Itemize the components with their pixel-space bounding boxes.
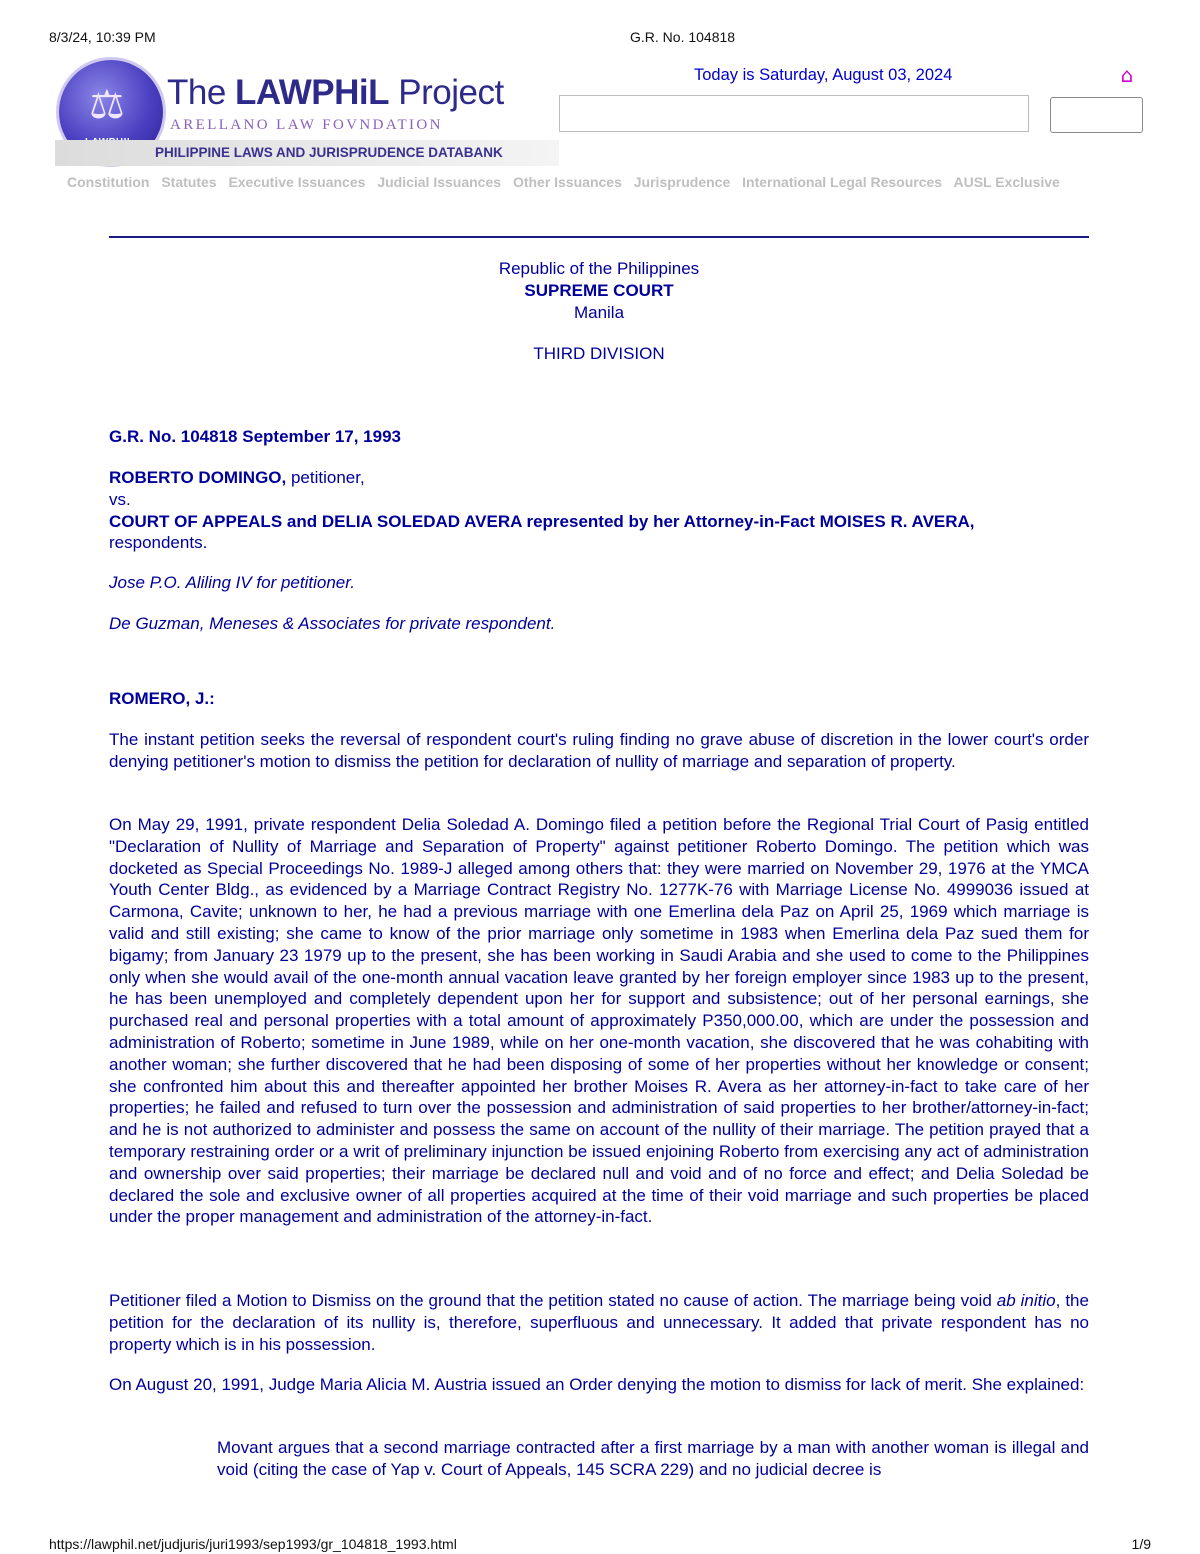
paragraph-text: On May 29, 1991, private respondent Delia Soledad A. Domingo filed a petition before the Regional Trial Court of Pasig entitled "Declaration of Nullity of Marriage and Separation of Property" against petitioner Roberto Domingo. The petition which was docketed as Special Proceedings No. 1989-J alleged among others that: they were married on November 29, 1976 at the YMCA Youth Center Bldg., as evidenced by a Marriage Contract Registry No. 1277K-76 with Marriage License No. 4999036 issued at Carmona, Cavite; unknown to her, he had a previous marriage with one Emerlina dela Paz on April 25, 1969 which marriage is valid and still existing; she came to know of the prior marriage only sometime in 1983 when Emerlina dela Paz sued them for bigamy; from January 23 1979 up to the present, she has been working in Saudi Arabia and she used to come to the Philippines only when she would avail of the one-month annual vacation leave granted by her foreign employer since 1983 up to the present, he has been unemployed and completely dependent upon her for support and subsistence; out of her personal earnings, she purchased real and personal properties with a total amount of approximately P350,000.00, which are under the possession and administration of Roberto; sometime in June 1989, while on her one-month vacation, she discovered that he was cohabiting with another woman; she further discovered that he had been disposing of some of her properties without her knowledge or consent; she confronted him about this and thereafter appointed her brother Moises R. Avera as her attorney-in-fact to take care of her properties; he failed and refused to turn over the possession and administration of said properties to her brother/attorney-in-fact; and he is not authorized to administer and possess the same on account of the nullity of their marriage. The petition prayed that a temporary restraining order or a writ of preliminary injunction be issued enjoining Roberto from exercising any act of administration and ownership over said properties; their marriage be declared null and void and of no force and effect; and Delia Soledad be declared the sole and exclusive owner of all properties acquired at the time of their void marriage and such properties be placed under the proper management and administration of the attorney-in-fact. [109, 815, 1089, 1227]
petitioner-role: petitioner, [286, 468, 365, 487]
respondent-name: COURT OF APPEALS and DELIA SOLEDAD AVERA represented by her Attorney-in-Fact MOISES R. AVERA, [109, 511, 975, 531]
case-number: G.R. No. 104818 September 17, 1993 [109, 427, 401, 446]
search-button[interactable] [1050, 97, 1143, 133]
header-divider [109, 236, 1089, 238]
nav-item-international-legal-resources[interactable]: International Legal Resources [742, 174, 943, 190]
court-city: Manila [573, 303, 625, 322]
versus: vs. [109, 489, 131, 509]
logo-title [167, 73, 504, 113]
paragraph-text: On August 20, 1991, Judge Maria Alicia M. Austria issued an Order denying the motion to dismiss for lack of merit. She explained: [109, 1375, 1085, 1394]
paragraph [109, 1290, 1089, 1355]
print-title: G.R. No. 104818 [630, 29, 736, 45]
republic-line: Republic of the Philippines [498, 259, 700, 278]
print-header [49, 29, 1151, 47]
paragraph-text: The instant petition seeks the reversal of respondent court's ruling finding no grave abuse of discretion in the lower court's order denying petitioner's motion to dismiss the petition for declaration of nullity of marriage and separation of property. [109, 730, 1089, 771]
nav-item-constitution[interactable]: Constitution [67, 174, 150, 190]
paragraph [109, 729, 1089, 773]
paragraph [109, 1374, 1089, 1396]
main-nav [67, 174, 1068, 190]
logo-band-text: PHILIPPINE LAWS AND JURISPRUDENCE DATABANK [155, 145, 503, 160]
logo-subtitle: ARELLANO LAW FOVNDATION [170, 117, 443, 133]
counsel-respondent: De Guzman, Meneses & Associates for private respondent. [109, 614, 556, 633]
paragraph-segment: Petitioner filed a Motion to Dismiss on the ground that the petition stated no cause of action. The marriage being void [109, 1291, 997, 1310]
lawphil-logo[interactable] [55, 57, 559, 167]
logo-title-brand: LAWPHiL [235, 73, 390, 112]
nav-item-jurisprudence[interactable]: Jurisprudence [633, 174, 731, 190]
court-name: SUPREME COURT [524, 281, 674, 300]
latin-term: ab initio [996, 1291, 1056, 1310]
petitioner-line [109, 467, 1089, 489]
ponente: ROMERO, J.: [109, 689, 215, 708]
division: THIRD DIVISION [533, 344, 665, 363]
respondent-role: respondents. [109, 533, 208, 553]
nav-item-statutes[interactable]: Statutes [161, 174, 217, 190]
case-parties [109, 467, 1089, 554]
nav-item-judicial-issuances[interactable]: Judicial Issuances [377, 174, 502, 190]
nav-item-executive-issuances[interactable]: Executive Issuances [228, 174, 366, 190]
counsel-petitioner: Jose P.O. Aliling IV for petitioner. [109, 573, 355, 592]
paragraph-text [109, 1290, 1089, 1355]
nav-item-ausl-exclusive[interactable]: AUSL Exclusive [953, 174, 1060, 190]
paragraph [109, 814, 1089, 1228]
block-quote: Movant argues that a second marriage contracted after a first marriage by a man with another woman is illegal and void (citing the case of Yap v. Court of Appeals, 145 SCRA 229) and no judicial decree is [217, 1438, 1089, 1479]
print-footer [49, 1536, 1151, 1554]
logo-title-prefix: The [167, 73, 236, 112]
home-icon[interactable]: ⌂ [1120, 63, 1134, 87]
page-url: https://lawphil.net/judjuris/juri1993/sep1993/gr_104818_1993.html [49, 1536, 457, 1552]
search-input[interactable] [559, 95, 1029, 132]
print-date: 8/3/24, 10:39 PM [49, 29, 156, 45]
today-date: Today is Saturday, August 03, 2024 [694, 66, 953, 84]
logo-title-suffix: Project [389, 73, 504, 112]
page-number: 1/9 [1131, 1536, 1151, 1552]
paragraph-segment: , the petition for the declaration of its nullity is, therefore, superfluous and unnecessary. It added that private respondent has no property which is in his possession. [109, 1291, 1089, 1354]
scales-of-justice-icon: ⚖ [89, 82, 125, 128]
nav-item-other-issuances[interactable]: Other Issuances [512, 174, 622, 190]
petitioner-name: ROBERTO DOMINGO, [109, 468, 287, 487]
logo-band [55, 140, 559, 166]
